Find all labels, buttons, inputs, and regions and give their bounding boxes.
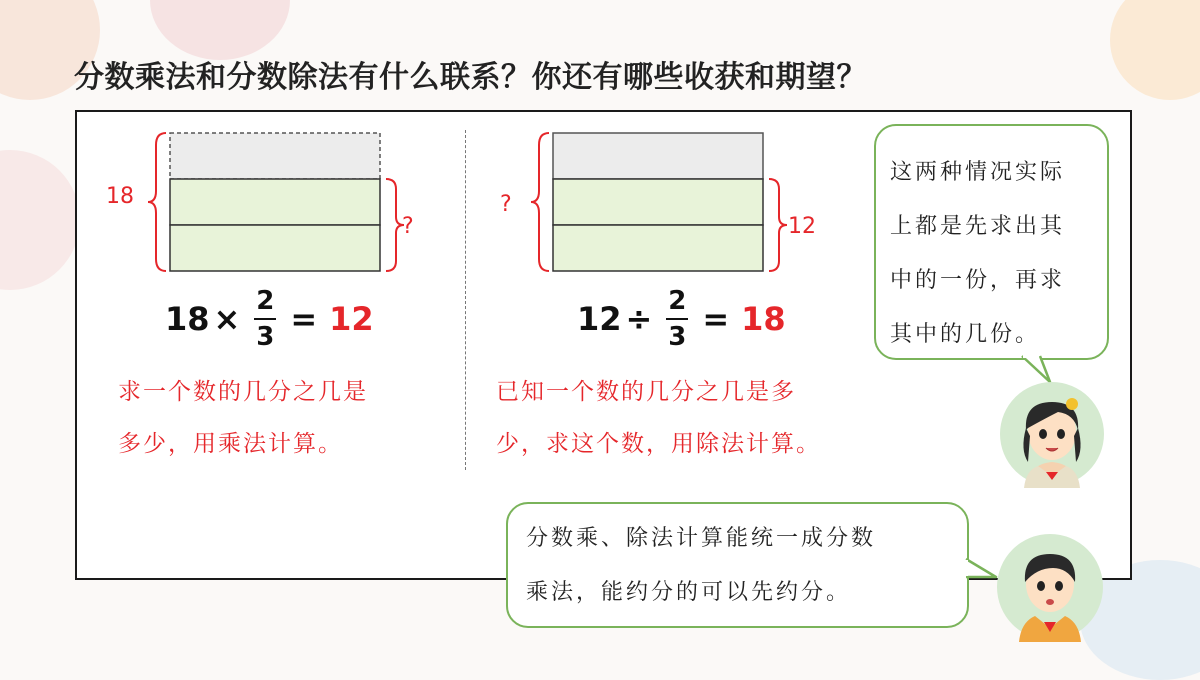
girl-bubble-line: 其中的几份。	[890, 322, 1041, 347]
right-eq-a: 12	[577, 300, 622, 338]
left-eq-result: 12	[329, 300, 374, 338]
filled-part-2	[553, 225, 763, 271]
right-fraction	[666, 288, 688, 350]
right-note	[496, 366, 821, 470]
left-note	[118, 366, 368, 470]
boy-bubble-line: 乘法，能约分的可以先约分。	[526, 580, 852, 605]
left-fraction	[254, 288, 276, 350]
empty-part	[170, 133, 380, 179]
bg-circle-pink	[150, 0, 290, 60]
total-brace	[148, 133, 166, 271]
right-bar-diagram	[485, 125, 815, 280]
girl-bubble-line: 这两种情况实际	[890, 160, 1066, 185]
right-eq-sign: =	[702, 300, 730, 338]
boy-avatar	[995, 532, 1105, 642]
total-brace	[531, 133, 549, 271]
bg-circle-peach	[1110, 0, 1200, 100]
empty-part	[553, 133, 763, 179]
right-equation	[577, 288, 786, 350]
left-note-line1: 求一个数的几分之几是	[118, 379, 368, 405]
boy-speech-bubble	[506, 502, 969, 628]
right-eq-result: 18	[741, 300, 786, 338]
page-title: 分数乘法和分数除法有什么联系？你还有哪些收获和期望？	[74, 60, 867, 95]
part-brace	[769, 179, 787, 271]
girl-avatar	[998, 380, 1106, 488]
divide-sign: ÷	[625, 300, 653, 338]
girl-bubble-line: 上都是先求出其	[890, 214, 1066, 239]
girl-bubble-line: 中的一份，再求	[890, 268, 1066, 293]
left-eq-a: 18	[165, 300, 210, 338]
right-frac-num: 2	[668, 286, 687, 316]
left-total-label: 18	[106, 184, 134, 209]
filled-part-1	[170, 179, 380, 225]
left-bar-diagram	[100, 125, 430, 280]
right-note-line2: 少，求这个数，用除法计算。	[496, 431, 821, 457]
filled-part-2	[170, 225, 380, 271]
left-note-line2: 多少，用乘法计算。	[118, 431, 343, 457]
boy-bubble-line: 分数乘、除法计算能统一成分数	[526, 526, 877, 551]
right-part-label: 12	[788, 214, 816, 239]
girl-speech-bubble	[874, 124, 1109, 360]
left-equation	[165, 288, 374, 350]
bg-circle-pink-left	[0, 150, 80, 290]
left-eq-sign: =	[290, 300, 318, 338]
left-frac-num: 2	[256, 286, 275, 316]
dashed-divider	[465, 130, 466, 470]
right-total-label: ?	[500, 192, 512, 217]
left-frac-den: 3	[256, 322, 275, 352]
right-frac-den: 3	[668, 322, 687, 352]
filled-part-1	[553, 179, 763, 225]
times-sign: ×	[213, 300, 241, 338]
left-part-label: ?	[402, 214, 414, 239]
right-note-line1: 已知一个数的几分之几是多	[496, 379, 796, 405]
